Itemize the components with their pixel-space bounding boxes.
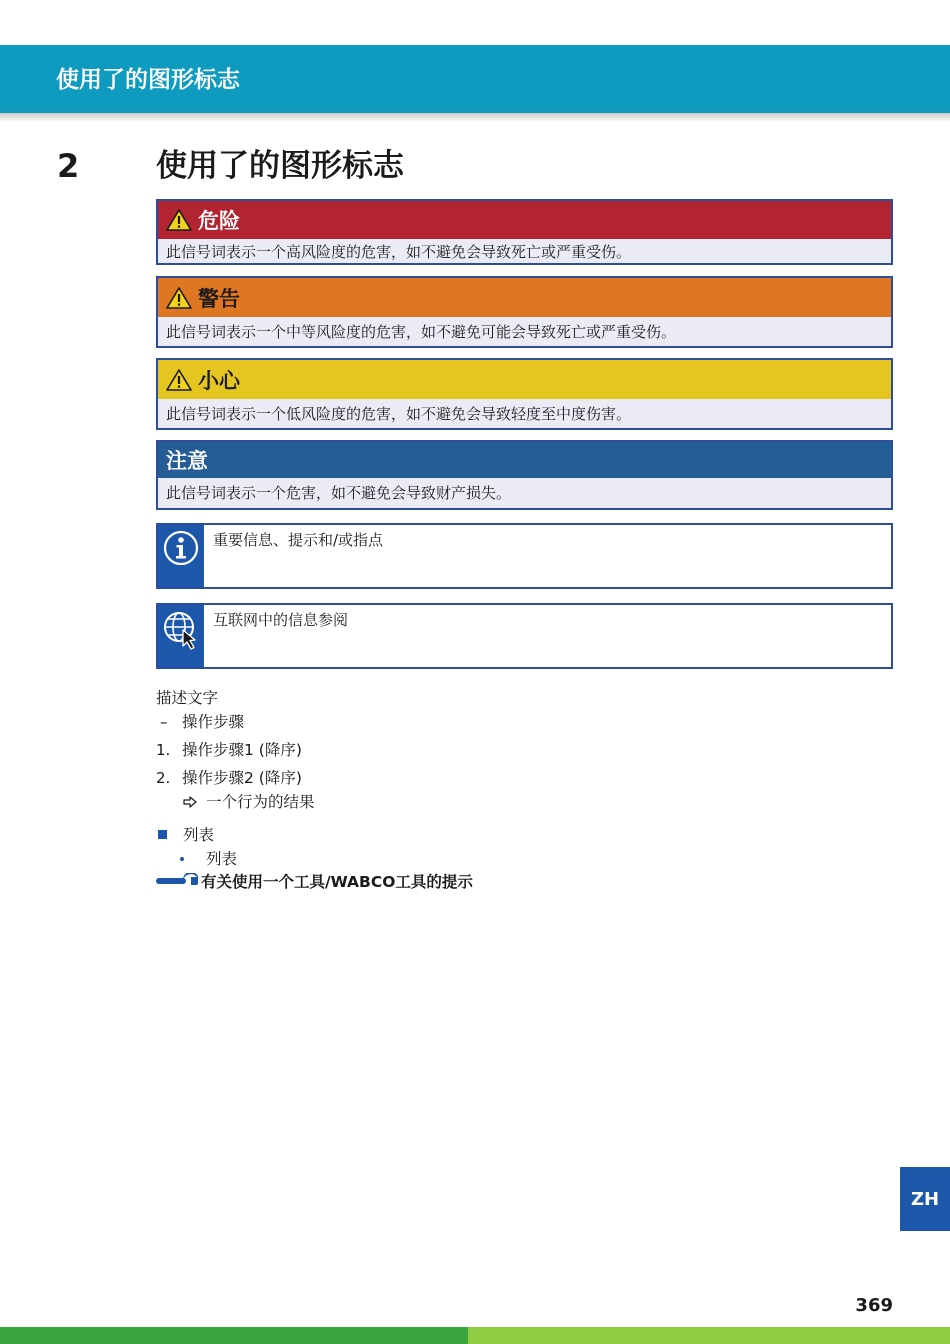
info-icon bbox=[163, 530, 199, 566]
warning-triangle-icon bbox=[166, 209, 192, 231]
chapter-number: 2 bbox=[57, 147, 80, 185]
warning-label: 警告 bbox=[198, 286, 240, 311]
danger-box bbox=[156, 199, 893, 265]
warning-text: 此信号词表示一个中等风险度的危害，如不避免可能会导致死亡或严重受伤。 bbox=[166, 323, 677, 341]
warning-box bbox=[156, 276, 893, 348]
web-box-side bbox=[158, 605, 204, 667]
notice-box bbox=[156, 440, 893, 510]
warning-triangle-icon bbox=[166, 369, 192, 391]
tool-hint-text: 有关使用一个工具/WABCO工具的提示 bbox=[201, 873, 473, 891]
caution-label: 小心 bbox=[198, 368, 240, 393]
footer-bar-light bbox=[468, 1327, 950, 1344]
dash-marker: – bbox=[160, 713, 168, 731]
list-bullet-square bbox=[158, 830, 167, 839]
action-step: 操作步骤 bbox=[182, 713, 245, 731]
info-box-side bbox=[158, 525, 204, 587]
caution-bar bbox=[158, 360, 891, 399]
notice-bar bbox=[158, 442, 891, 478]
web-info-box bbox=[156, 603, 893, 669]
arrow-right-icon bbox=[183, 796, 197, 808]
warning-bar bbox=[158, 278, 891, 317]
footer-bar-dark bbox=[0, 1327, 468, 1344]
notice-text: 此信号词表示一个危害，如不避免会导致财产损失。 bbox=[166, 484, 512, 502]
globe-cursor-icon bbox=[163, 610, 201, 650]
description-text: 描述文字 bbox=[156, 689, 219, 707]
info-box bbox=[156, 523, 893, 589]
step-2-marker: 2. bbox=[156, 769, 171, 787]
result-text: 一个行为的结果 bbox=[206, 793, 315, 811]
warning-triangle-icon bbox=[166, 287, 192, 309]
sublist-item: 列表 bbox=[206, 850, 238, 868]
web-info-text: 互联网中的信息参阅 bbox=[213, 611, 349, 629]
step-1-text: 操作步骤1 (降序) bbox=[182, 741, 302, 759]
notice-label: 注意 bbox=[166, 449, 208, 473]
caution-box bbox=[156, 358, 893, 430]
caution-text: 此信号词表示一个低风险度的危害，如不避免会导致轻度至中度伤害。 bbox=[166, 405, 632, 423]
sublist-bullet-dot bbox=[180, 857, 184, 861]
step-1-marker: 1. bbox=[156, 741, 171, 759]
header-shadow bbox=[0, 113, 950, 122]
danger-text: 此信号词表示一个高风险度的危害，如不避免会导致死亡或严重受伤。 bbox=[166, 243, 632, 261]
info-text: 重要信息、提示和/或指点 bbox=[213, 531, 384, 549]
header-title: 使用了的图形标志 bbox=[56, 67, 240, 93]
danger-bar bbox=[158, 201, 891, 239]
page-number: 369 bbox=[855, 1295, 893, 1316]
wrench-icon bbox=[156, 873, 198, 889]
list-item: 列表 bbox=[183, 826, 215, 844]
danger-label: 危险 bbox=[198, 209, 240, 233]
chapter-title: 使用了的图形标志 bbox=[156, 148, 404, 184]
step-2-text: 操作步骤2 (降序) bbox=[182, 769, 302, 787]
language-tab: ZH bbox=[900, 1167, 950, 1231]
